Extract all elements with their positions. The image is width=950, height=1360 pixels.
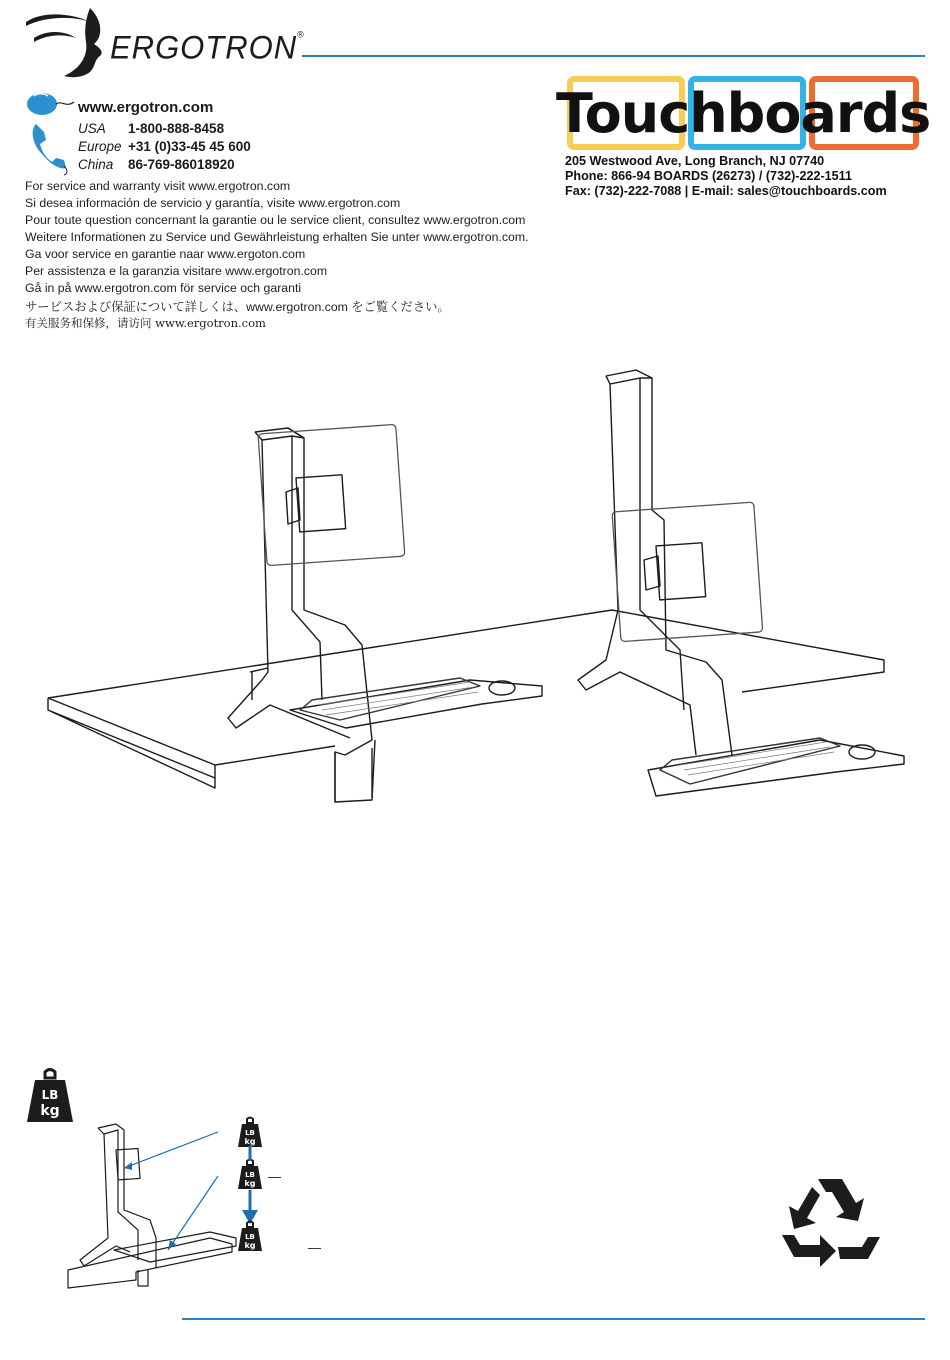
website-link[interactable]: www.ergotron.com bbox=[78, 99, 214, 116]
touchboards-logo-text: Touchboards bbox=[556, 82, 931, 145]
weight-label-lb: LB bbox=[245, 1233, 255, 1241]
weight-icon-bottom bbox=[237, 1222, 263, 1252]
service-line-ja: サービスおよび保証について詳しくは、www.ergotron.com をご覧ください。 bbox=[25, 300, 450, 314]
dealer-fax: Fax: (732)-222-7088 | E-mail: sales@touchboards.com bbox=[565, 184, 887, 198]
weight-label-kg: kg bbox=[244, 1137, 256, 1146]
service-line-es: Si desea información de servicio y garantía, visite www.ergotron.com bbox=[25, 196, 401, 210]
weight-label-lb: LB bbox=[245, 1129, 255, 1137]
weight-dash-top: — bbox=[268, 1169, 281, 1184]
weight-label-kg: kg bbox=[244, 1241, 256, 1250]
left-workstation bbox=[228, 424, 542, 802]
mouse-icon bbox=[24, 90, 76, 120]
header-rule bbox=[302, 55, 925, 57]
phone-region: China bbox=[78, 157, 114, 172]
desk-surface bbox=[48, 610, 884, 788]
phone-number: 1-800-888-8458 bbox=[128, 121, 225, 136]
ergotron-logo-text bbox=[110, 29, 305, 67]
brand-name: ERGOTRON bbox=[110, 29, 298, 66]
weight-icon-large bbox=[25, 1068, 75, 1124]
weight-label-lb: LB bbox=[245, 1171, 255, 1179]
weight-label-kg: kg bbox=[244, 1179, 256, 1188]
service-line-en: For service and warranty visit www.ergotron.com bbox=[25, 179, 291, 193]
registered-mark: ® bbox=[297, 29, 305, 40]
weight-range-arrow bbox=[242, 1146, 258, 1224]
phone-region: Europe bbox=[78, 139, 122, 154]
weight-dash-bottom: — bbox=[308, 1240, 321, 1255]
service-line-zh: 有关服务和保修，请访问 www.ergotron.com bbox=[25, 316, 266, 330]
dealer-phone: Phone: 866-94 BOARDS (26273) / (732)-222-1511 bbox=[565, 169, 852, 183]
footer-rule bbox=[182, 1318, 925, 1320]
phone-number: +31 (0)33-45 45 600 bbox=[128, 139, 251, 154]
weight-label-kg: kg bbox=[40, 1103, 60, 1119]
dealer-address: 205 Westwood Ave, Long Branch, NJ 07740 bbox=[565, 154, 825, 168]
ergotron-logo-swoosh bbox=[24, 8, 114, 80]
weight-icon-top bbox=[237, 1118, 263, 1148]
weight-label-lb: LB bbox=[41, 1088, 59, 1102]
service-line-sv: Gå in på www.ergotron.com för service och garanti bbox=[25, 281, 302, 295]
phone-row-china bbox=[78, 157, 235, 172]
phone-number: 86-769-86018920 bbox=[128, 157, 235, 172]
workstation-illustration bbox=[0, 360, 950, 810]
phone-row-usa bbox=[78, 121, 224, 136]
service-line-nl: Ga voor service en garantie naar www.ergoton.com bbox=[25, 247, 306, 261]
keyboard-keys bbox=[318, 682, 834, 775]
service-line-fr: Pour toute question concernant la garantie ou le service client, consultez www.ergotron.com bbox=[25, 213, 526, 227]
right-workstation bbox=[578, 370, 904, 796]
phone-region: USA bbox=[78, 121, 106, 136]
phone-row-europe bbox=[78, 139, 251, 154]
service-line-de: Weitere Informationen zu Service und Gewährleistung erhalten Sie unter www.ergotron.com. bbox=[25, 230, 529, 244]
service-line-it: Per assistenza e la garanzia visitare www.ergotron.com bbox=[25, 264, 328, 278]
recycle-icon bbox=[776, 1175, 882, 1275]
weight-pointer-lines bbox=[120, 1128, 230, 1258]
phone-icon bbox=[28, 120, 72, 176]
